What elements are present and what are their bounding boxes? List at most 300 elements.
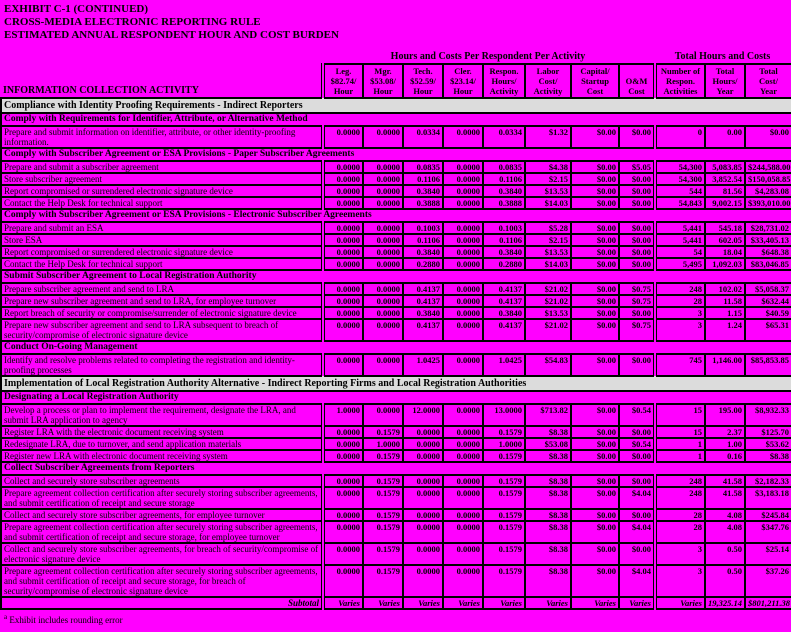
value-cell: 248 [655, 475, 705, 487]
value-cell: $0.00 [571, 126, 619, 148]
table-row [1, 185, 791, 197]
value-cell: $21.02 [525, 295, 571, 307]
value-cell: 0.3840 [483, 185, 525, 197]
value-cell: 9,002.15 [705, 197, 745, 209]
value-cell: $0.54 [619, 404, 655, 426]
value-cell: 1.0000 [483, 438, 525, 450]
value-cell: 0.0000 [443, 565, 483, 597]
value-cell: $0.00 [571, 450, 619, 462]
value-cell: 0.1579 [483, 509, 525, 521]
value-cell: $8.38 [525, 521, 571, 543]
value-cell: $801,211.38 [745, 597, 791, 609]
column-header-8: O&M Cost [619, 64, 655, 98]
value-cell: 1.0425 [483, 354, 525, 376]
value-cell: 248 [655, 283, 705, 295]
value-cell: $0.00 [571, 197, 619, 209]
section-header-row [1, 98, 791, 113]
value-cell: 0.4137 [483, 295, 525, 307]
exhibit-number-title: EXHIBIT C-1 (CONTINUED) [4, 3, 149, 15]
value-cell: $8.38 [525, 565, 571, 597]
value-cell: $0.00 [571, 509, 619, 521]
value-cell: 0.3840 [483, 307, 525, 319]
value-cell: 0.1579 [363, 521, 403, 543]
value-cell: $2.15 [525, 173, 571, 185]
value-cell: $0.00 [571, 258, 619, 270]
value-cell: 1 [655, 438, 705, 450]
value-cell: $713.82 [525, 404, 571, 426]
value-cell: 1.15 [705, 307, 745, 319]
value-cell: $8.38 [745, 450, 791, 462]
column-header-11: Total Cost/ Year [745, 64, 791, 98]
subsection-header-label: Comply with Subscriber Agreement or ESA Provisions - Electronic Subscriber Agreements [1, 209, 791, 222]
column-header-1: Leg. $82.74/ Hour [323, 64, 363, 98]
value-cell: 0.0000 [323, 450, 363, 462]
table-row [1, 487, 791, 509]
value-cell: 0.0000 [323, 258, 363, 270]
value-cell: 3 [655, 319, 705, 341]
value-cell: $3,183.18 [745, 487, 791, 509]
section-header-label: Compliance with Identity Proofing Requirements - Indirect Reporters [1, 98, 791, 113]
value-cell: 0.0000 [443, 487, 483, 509]
activity-label: Report compromised or surrendered electronic signature device [1, 246, 323, 258]
value-cell: 0.4137 [403, 319, 443, 341]
activity-label: Contact the Help Desk for technical support [1, 258, 323, 270]
value-cell: 0.0000 [363, 404, 403, 426]
value-cell: 0.0000 [363, 246, 403, 258]
value-cell: 0.0000 [403, 450, 443, 462]
value-cell: 0.0000 [403, 543, 443, 565]
value-cell: 0.0000 [323, 234, 363, 246]
subsection-header-label: Submit Subscriber Agreement to Local Registration Authority [1, 270, 791, 283]
value-cell: $0.00 [571, 521, 619, 543]
value-cell: $0.75 [619, 283, 655, 295]
value-cell: 3,852.54 [705, 173, 745, 185]
value-cell: 1.24 [705, 319, 745, 341]
value-cell: $13.53 [525, 246, 571, 258]
value-cell: 18.04 [705, 246, 745, 258]
activity-label: Prepare and submit an ESA [1, 222, 323, 234]
value-cell: $0.00 [571, 161, 619, 173]
value-cell: $0.00 [619, 234, 655, 246]
value-cell: 0.0835 [483, 161, 525, 173]
value-cell: 0 [655, 126, 705, 148]
section-header-label: Implementation of Local Registration Authority Alternative - Indirect Reporting Firms and Local Registration Authorities [1, 376, 791, 391]
value-cell: 0.0000 [323, 438, 363, 450]
value-cell: $0.00 [619, 450, 655, 462]
value-cell: 54,300 [655, 173, 705, 185]
value-cell: $0.00 [745, 126, 791, 148]
activity-label: Prepare agreement collection certification after securely storing subscriber agreements, and submit certification of receipt and secure storage [1, 487, 323, 509]
value-cell: 0.50 [705, 543, 745, 565]
value-cell: $0.75 [619, 295, 655, 307]
value-cell: 0.1579 [363, 450, 403, 462]
value-cell: 0.0000 [443, 222, 483, 234]
subsection-header-label: Comply with Subscriber Agreement or ESA Provisions - Paper Subscriber Agreements [1, 148, 791, 161]
value-cell: $13.53 [525, 307, 571, 319]
value-cell: 0.0000 [323, 565, 363, 597]
subsection-header-row [1, 341, 791, 354]
table-row [1, 475, 791, 487]
value-cell: $2.15 [525, 234, 571, 246]
value-cell: $0.00 [619, 246, 655, 258]
value-cell: $13.53 [525, 185, 571, 197]
activity-label: Prepare subscriber agreement and send to LRA [1, 283, 323, 295]
value-cell: 0.4137 [403, 295, 443, 307]
value-cell: 0.4137 [483, 283, 525, 295]
table-row [1, 222, 791, 234]
value-cell: 5,083.85 [705, 161, 745, 173]
value-cell: 102.02 [705, 283, 745, 295]
value-cell: 248 [655, 487, 705, 509]
value-cell: 0.0000 [443, 173, 483, 185]
value-cell: 1.0000 [323, 404, 363, 426]
column-header-2: Mgr. $53.08/ Hour [363, 64, 403, 98]
value-cell: 15 [655, 404, 705, 426]
value-cell: 0.0000 [323, 197, 363, 209]
value-cell: 0.1579 [363, 509, 403, 521]
value-cell: 28 [655, 295, 705, 307]
value-cell: 0.0334 [403, 126, 443, 148]
value-cell: 602.05 [705, 234, 745, 246]
value-cell: 0.50 [705, 565, 745, 597]
value-cell: 0.0000 [443, 197, 483, 209]
activity-label: Report breach of security or compromise/surrender of electronic signature device [1, 307, 323, 319]
value-cell: 54 [655, 246, 705, 258]
table-row [1, 173, 791, 185]
value-cell: 0.0000 [363, 126, 403, 148]
subsection-header-row [1, 209, 791, 222]
group-header-row [0, 51, 791, 62]
table-row [1, 521, 791, 543]
activity-label: Prepare and submit information on identifier, attribute, or other identity-proofing information. [1, 126, 323, 148]
activity-label: Register LRA with the electronic document receiving system [1, 426, 323, 438]
burden-table [0, 63, 791, 610]
value-cell: $37.26 [745, 565, 791, 597]
value-cell: 0.1106 [403, 234, 443, 246]
value-cell: 0.0000 [443, 426, 483, 438]
group-header-spacer [0, 51, 322, 62]
activity-label: Identify and resolve problems related to completing the registration and identity-proofing processes [1, 354, 323, 376]
value-cell: 0.1106 [483, 234, 525, 246]
value-cell: 0.0000 [323, 283, 363, 295]
value-cell: $40.59 [745, 307, 791, 319]
value-cell: Varies [655, 597, 705, 609]
value-cell: 0.3840 [483, 246, 525, 258]
value-cell: $8.38 [525, 487, 571, 509]
value-cell: $0.00 [619, 354, 655, 376]
value-cell: 54,300 [655, 161, 705, 173]
value-cell: 4.08 [705, 509, 745, 521]
value-cell: 0.0000 [443, 307, 483, 319]
value-cell: 0.0000 [363, 197, 403, 209]
value-cell: 0.0000 [443, 543, 483, 565]
activity-label: Prepare agreement collection certification after securely storing subscriber agreements, and submit certification of receipt and secure storage, for employee turnover [1, 521, 323, 543]
group-header-per-activity: Hours and Costs Per Respondent Per Activity [390, 51, 586, 62]
subtotal-label: Subtotal [1, 597, 323, 609]
value-cell: 0.0000 [323, 354, 363, 376]
value-cell: 0.0000 [323, 475, 363, 487]
footnote-marker: a [4, 613, 8, 621]
value-cell: $0.00 [619, 475, 655, 487]
value-cell: 0.0835 [403, 161, 443, 173]
value-cell: 0.0000 [443, 438, 483, 450]
value-cell: 0.0000 [403, 521, 443, 543]
value-cell: $150,058.85 [745, 173, 791, 185]
column-header-5: Respon. Hours/ Activity [483, 64, 525, 98]
value-cell: 0.3888 [403, 197, 443, 209]
value-cell: 5,441 [655, 222, 705, 234]
value-cell: $0.00 [571, 246, 619, 258]
value-cell: $393,010.00 [745, 197, 791, 209]
value-cell: 19,325.14 [705, 597, 745, 609]
value-cell: 12.0000 [403, 404, 443, 426]
table-row [1, 438, 791, 450]
value-cell: $85,853.85 [745, 354, 791, 376]
column-header-9: Number of Respon. Activities [655, 64, 705, 98]
value-cell: $33,405.13 [745, 234, 791, 246]
value-cell: 0.1579 [483, 565, 525, 597]
value-cell: $0.75 [619, 319, 655, 341]
value-cell: Varies [403, 597, 443, 609]
value-cell: $53.62 [745, 438, 791, 450]
value-cell: $0.00 [571, 543, 619, 565]
value-cell: $25.14 [745, 543, 791, 565]
value-cell: $4.04 [619, 487, 655, 509]
value-cell: $0.00 [571, 426, 619, 438]
table-row [1, 543, 791, 565]
value-cell: $0.00 [571, 404, 619, 426]
activity-label: Register new LRA with electronic document receiving system [1, 450, 323, 462]
burden-subtitle: ESTIMATED ANNUAL RESPONDENT HOUR AND COST BURDEN [4, 29, 339, 41]
table-row [1, 258, 791, 270]
value-cell: $0.00 [619, 426, 655, 438]
value-cell: Varies [323, 597, 363, 609]
value-cell: $5.05 [619, 161, 655, 173]
value-cell: 41.58 [705, 487, 745, 509]
column-header-6: Labor Cost/ Activity [525, 64, 571, 98]
value-cell: 0.0000 [403, 509, 443, 521]
value-cell: 0.0000 [443, 246, 483, 258]
value-cell: $5.28 [525, 222, 571, 234]
value-cell: $14.03 [525, 197, 571, 209]
value-cell: $0.54 [619, 438, 655, 450]
value-cell: Varies [619, 597, 655, 609]
value-cell: 0.0000 [443, 319, 483, 341]
value-cell: 0.1579 [363, 426, 403, 438]
value-cell: 0.0000 [443, 283, 483, 295]
value-cell: 0.1106 [403, 173, 443, 185]
value-cell: 5,441 [655, 234, 705, 246]
table-row [1, 354, 791, 376]
value-cell: 1.0000 [363, 438, 403, 450]
value-cell: $14.03 [525, 258, 571, 270]
column-header-4: Cler. $23.14/ Hour [443, 64, 483, 98]
value-cell: 3 [655, 307, 705, 319]
value-cell: 0.0000 [443, 450, 483, 462]
value-cell: $0.00 [571, 295, 619, 307]
value-cell: 0.16 [705, 450, 745, 462]
value-cell: $8.38 [525, 475, 571, 487]
activity-label: Prepare new subscriber agreement and send to LRA subsequent to breach of security/compromise of electronic signature device [1, 319, 323, 341]
value-cell: $1.32 [525, 126, 571, 148]
value-cell: Varies [571, 597, 619, 609]
subsection-header-label: Comply with Requirements for Identifier, Attribute, or Alternative Method [1, 113, 791, 126]
value-cell: $8,932.33 [745, 404, 791, 426]
value-cell: 0.2880 [403, 258, 443, 270]
value-cell: 0.1106 [483, 173, 525, 185]
value-cell: 0.2880 [483, 258, 525, 270]
value-cell: 0.1003 [403, 222, 443, 234]
activity-label: Prepare agreement collection certification after securely storing subscriber agreements, and submit certification of receipt and secure storage, for breach of security/compromise of electronic signature device [1, 565, 323, 597]
value-cell: $8.38 [525, 543, 571, 565]
value-cell: 745 [655, 354, 705, 376]
value-cell: 2.37 [705, 426, 745, 438]
value-cell: 0.4137 [403, 283, 443, 295]
activity-label: Contact the Help Desk for technical support [1, 197, 323, 209]
value-cell: $125.70 [745, 426, 791, 438]
value-cell: 0.0000 [363, 185, 403, 197]
table-row [1, 197, 791, 209]
activity-label: Prepare and submit a subscriber agreement [1, 161, 323, 173]
value-cell: 0.0000 [403, 487, 443, 509]
value-cell: $648.38 [745, 246, 791, 258]
footnote-text: Exhibit includes rounding error [9, 615, 123, 625]
value-cell: 1,092.03 [705, 258, 745, 270]
subsection-header-row [1, 270, 791, 283]
value-cell: 0.1579 [483, 475, 525, 487]
column-header-7: Capital/ Startup Cost [571, 64, 619, 98]
value-cell: 0.0334 [483, 126, 525, 148]
value-cell: 0.0000 [323, 307, 363, 319]
value-cell: 0.0000 [323, 543, 363, 565]
activity-label: Redesignate LRA, due to turnover, and send application materials [1, 438, 323, 450]
value-cell: 0.0000 [363, 283, 403, 295]
value-cell: 0.1003 [483, 222, 525, 234]
table-row [1, 307, 791, 319]
value-cell: $54.83 [525, 354, 571, 376]
value-cell: 0.1579 [483, 426, 525, 438]
value-cell: $2,182.33 [745, 475, 791, 487]
value-cell: 54,843 [655, 197, 705, 209]
value-cell: 5,495 [655, 258, 705, 270]
information-collection-activity-header: INFORMATION COLLECTION ACTIVITY [1, 64, 323, 98]
table-row [1, 426, 791, 438]
value-cell: $0.00 [571, 565, 619, 597]
value-cell: 544 [655, 185, 705, 197]
value-cell: $8.38 [525, 450, 571, 462]
value-cell: $0.00 [619, 126, 655, 148]
value-cell: 0.0000 [363, 234, 403, 246]
footnote [0, 610, 791, 626]
value-cell: 0.0000 [323, 521, 363, 543]
value-cell: 0.0000 [403, 475, 443, 487]
value-cell: 3 [655, 543, 705, 565]
value-cell: $0.00 [619, 509, 655, 521]
value-cell: 0.0000 [443, 521, 483, 543]
value-cell: 0.0000 [443, 404, 483, 426]
value-cell: $4.38 [525, 161, 571, 173]
value-cell: $0.00 [571, 283, 619, 295]
value-cell: 0.0000 [323, 426, 363, 438]
value-cell: 0.00 [705, 126, 745, 148]
value-cell: 0.0000 [323, 319, 363, 341]
value-cell: $83,046.85 [745, 258, 791, 270]
value-cell: 81.56 [705, 185, 745, 197]
value-cell: 11.58 [705, 295, 745, 307]
table-row [1, 450, 791, 462]
value-cell: 545.18 [705, 222, 745, 234]
value-cell: 15 [655, 426, 705, 438]
value-cell: 0.0000 [403, 565, 443, 597]
value-cell: Varies [525, 597, 571, 609]
value-cell: $0.00 [571, 487, 619, 509]
value-cell: $0.00 [571, 319, 619, 341]
activity-label: Develop a process or plan to implement the requirement, designate the LRA, and submit LRA application to agency [1, 404, 323, 426]
value-cell: 0.0000 [323, 295, 363, 307]
subtotal-row [1, 597, 791, 609]
value-cell: 0.0000 [363, 295, 403, 307]
table-row [1, 404, 791, 426]
value-cell: 0.1579 [483, 543, 525, 565]
value-cell: 28 [655, 521, 705, 543]
group-header-totals: Total Hours and Costs [674, 51, 771, 62]
subsection-header-row [1, 113, 791, 126]
table-row [1, 126, 791, 148]
value-cell: 0.0000 [323, 487, 363, 509]
value-cell: $8.38 [525, 509, 571, 521]
value-cell: 0.0000 [323, 173, 363, 185]
section-header-row [1, 376, 791, 391]
table-row [1, 295, 791, 307]
column-header-3: Tech. $52.59/ Hour [403, 64, 443, 98]
table-row [1, 565, 791, 597]
value-cell: 0.1579 [363, 543, 403, 565]
value-cell: 0.4137 [483, 319, 525, 341]
value-cell: 0.1579 [483, 450, 525, 462]
activity-label: Collect and securely store subscriber agreements, for employee turnover [1, 509, 323, 521]
value-cell: 0.0000 [323, 185, 363, 197]
value-cell: $65.31 [745, 319, 791, 341]
value-cell: 3 [655, 565, 705, 597]
value-cell: 0.0000 [363, 173, 403, 185]
value-cell: $0.00 [619, 173, 655, 185]
value-cell: Varies [443, 597, 483, 609]
value-cell: $0.00 [571, 475, 619, 487]
value-cell: 0.0000 [443, 185, 483, 197]
value-cell: $0.00 [571, 234, 619, 246]
value-cell: $0.00 [619, 197, 655, 209]
value-cell: 0.1579 [363, 565, 403, 597]
value-cell: 0.0000 [443, 354, 483, 376]
title-block [0, 0, 791, 42]
table-row [1, 234, 791, 246]
value-cell: 195.00 [705, 404, 745, 426]
value-cell: 0.0000 [323, 246, 363, 258]
value-cell: 0.0000 [443, 234, 483, 246]
value-cell: 0.0000 [443, 295, 483, 307]
value-cell: $0.00 [571, 173, 619, 185]
value-cell: $4,283.08 [745, 185, 791, 197]
activity-label: Prepare new subscriber agreement and send to LRA, for employee turnover [1, 295, 323, 307]
subsection-header-label: Collect Subscriber Agreements from Reporters [1, 462, 791, 475]
value-cell: $0.00 [619, 185, 655, 197]
value-cell: $4.04 [619, 521, 655, 543]
value-cell: 0.1579 [483, 521, 525, 543]
value-cell: 0.3888 [483, 197, 525, 209]
value-cell: $21.02 [525, 319, 571, 341]
value-cell: 0.0000 [363, 161, 403, 173]
value-cell: 0.0000 [443, 475, 483, 487]
